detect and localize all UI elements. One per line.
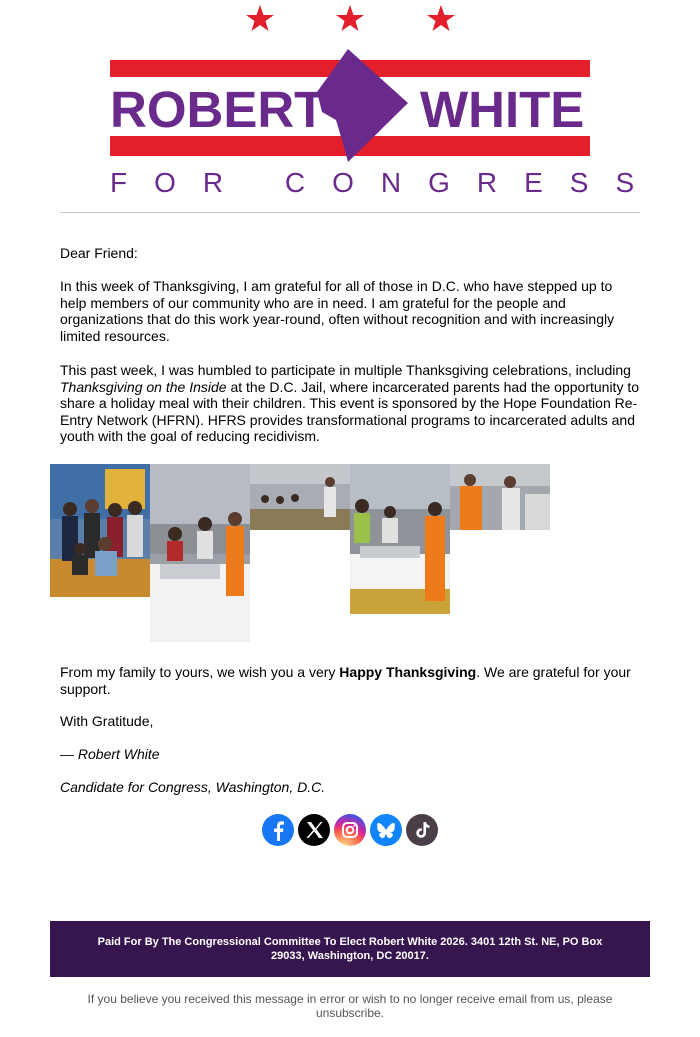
photo-conversation	[450, 464, 550, 530]
tiktok-icon[interactable]	[406, 814, 438, 846]
signature: — Robert White	[60, 746, 160, 762]
paid-for-footer: Paid For By The Congressional Committee To Elect Robert White 2026. 3401 12th St. NE, PO Box 29033, Washington, DC 20017.	[50, 921, 650, 977]
photo-speaker	[250, 464, 350, 530]
logo-tagline: FOR CONGRESS	[110, 167, 662, 198]
x-icon[interactable]	[298, 814, 330, 846]
logo-last-name: WHITE	[420, 81, 585, 138]
logo-first-name: ROBERT	[110, 81, 326, 138]
candidate-title: Candidate for Congress, Washington, D.C.	[60, 779, 326, 795]
greeting: Dear Friend:	[60, 245, 138, 261]
photo-serving-line	[150, 464, 250, 642]
paragraph-2: This past week, I was humbled to participate in multiple Thanksgiving celebrations, including Thanksgiving on the Inside at the D.C. Jail, where incarcerated parents had the opportunity to share a holiday meal with their children. This event is sponsored by the Hope Foundation Re-Entry Network (HFRN). HFRS provides transformational programs to incarcerated adults and youth with the goal of reducing recidivism.	[60, 362, 640, 444]
campaign-logo	[110, 0, 662, 198]
paragraph-3: From my family to yours, we wish you a very Happy Thanksgiving. We are grateful for your support.	[60, 664, 631, 697]
photo-group-portrait	[50, 464, 150, 597]
facebook-icon[interactable]	[262, 814, 294, 846]
unsubscribe-text[interactable]: If you believe you received this message in error or wish to no longer receive email from us, please unsubscribe.	[87, 992, 613, 1020]
photo-volunteers	[350, 464, 450, 614]
closing-text: With Gratitude,	[60, 713, 154, 729]
bluesky-icon[interactable]	[370, 814, 402, 846]
instagram-icon[interactable]	[334, 814, 366, 846]
header-divider	[60, 212, 640, 213]
paragraph-1: In this week of Thanksgiving, I am grateful for all of those in D.C. who have stepped up to help members of our community who are in need. I am grateful for the people and organizations that do this work year-round, often without recognition and with increasingly limited resources.	[60, 278, 615, 344]
